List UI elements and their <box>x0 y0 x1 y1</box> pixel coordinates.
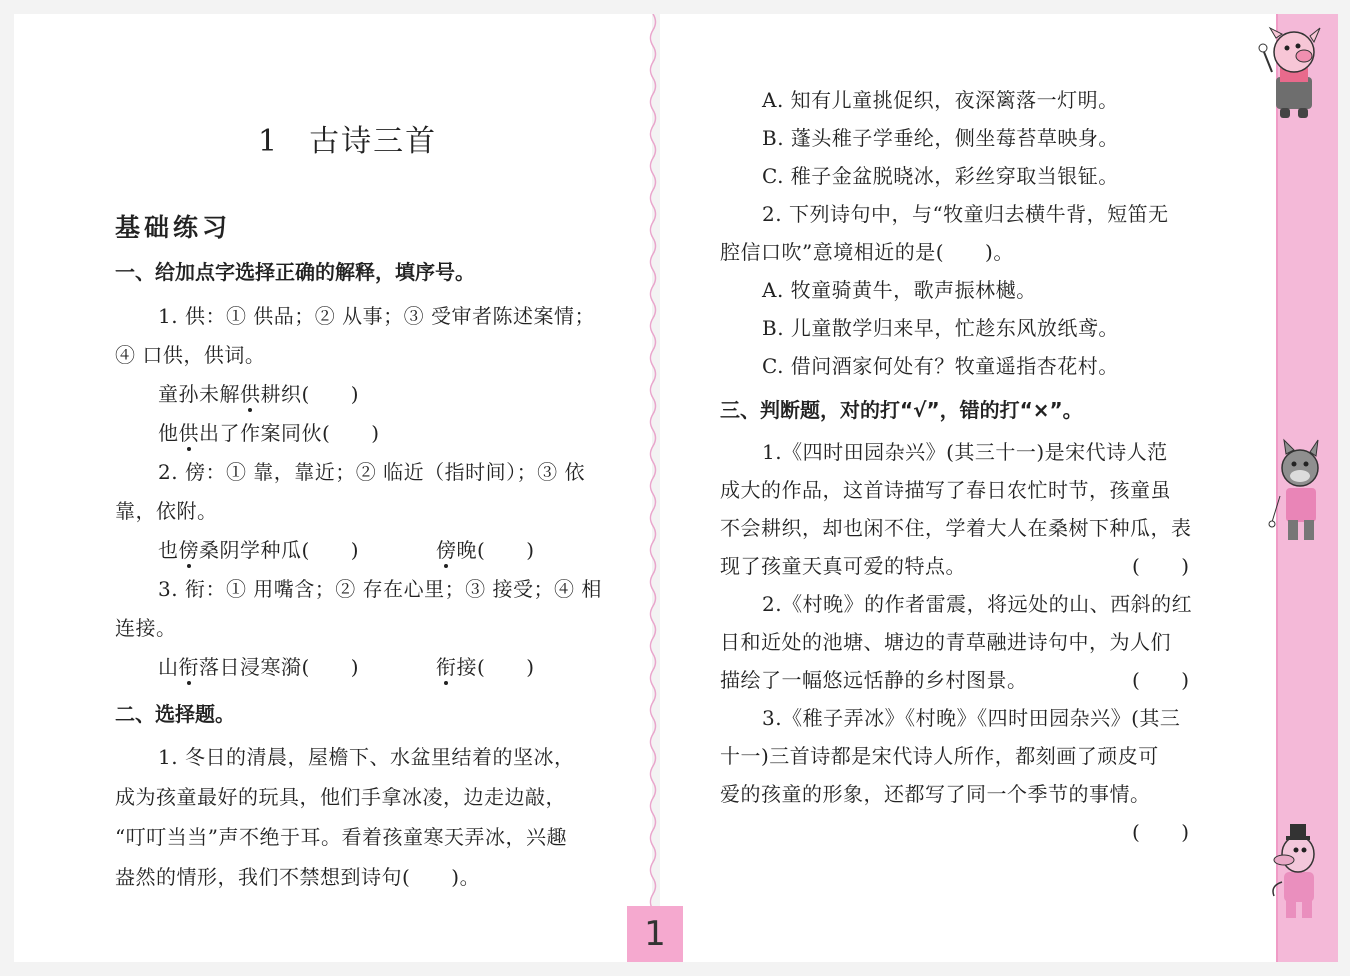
judge-q3-line-2: 十一)三首诗都是宋代诗人所作，都刻画了顽皮可 <box>720 744 1159 768</box>
answer-blank[interactable]: ( ) <box>1132 554 1190 578</box>
judge-q2-line-2: 日和近处的池塘、塘边的青草融进诗句中，为人们 <box>720 630 1171 654</box>
page-divider <box>646 14 660 914</box>
dotted-char: 傍 <box>436 538 457 562</box>
lesson-title <box>258 116 437 160</box>
wolf-mascot-icon <box>1262 438 1334 548</box>
judge-q3-line-3: 爱的孩童的形象，还都写了同一个季节的事情。 <box>720 782 1151 806</box>
text: 耕织( ) <box>260 382 360 406</box>
choice-q1-line-3: “叮叮当当”声不绝于耳。看着孩童寒天弄冰，兴趣 <box>115 825 567 849</box>
choice-q1-line-2: 成为孩童最好的玩具，他们手拿冰凌，边走边敲， <box>115 785 566 809</box>
option-2b: B. 儿童散学归来早，忙趁东风放纸鸢。 <box>762 316 1119 340</box>
text: 接( ) <box>456 655 535 679</box>
q2-item-b <box>436 536 535 564</box>
dotted-char: 供 <box>240 382 261 406</box>
dog-mascot-icon <box>1262 822 1336 922</box>
q2-line-1: 2. 傍：① 靠，靠近；② 临近（指时间）；③ 依 <box>158 460 586 484</box>
dotted-char: 衔 <box>436 655 457 679</box>
heading-part-one: 一、给加点字选择正确的解释，填序号。 <box>115 260 475 284</box>
answer-blank[interactable]: ( ) <box>1132 820 1190 844</box>
q2-line-2: 靠，依附。 <box>115 499 218 523</box>
choice-q1-line-1: 1. 冬日的清晨，屋檐下、水盆里结着的坚冰， <box>158 745 575 769</box>
q3-line-2: 连接。 <box>115 616 177 640</box>
q1-item-b <box>158 419 380 447</box>
choice-q2-line-2: 腔信口吹”意境相近的是( )。 <box>720 240 1014 264</box>
q1-line-2: ④ 口供，供词。 <box>115 343 266 367</box>
heading-part-three: 三、判断题，对的打“√”，错的打“×”。 <box>720 398 1083 422</box>
judge-q2-line-1: 2.《村晚》的作者雷震，将远处的山、西斜的红 <box>762 592 1193 616</box>
option-1b: B. 蓬头稚子学垂纶，侧坐莓苔草映身。 <box>762 126 1119 150</box>
text: 桑阴学种瓜( ) <box>199 538 360 562</box>
text: 童孙未解 <box>158 382 240 406</box>
judge-q3-line-1: 3.《稚子弄冰》《村晚》《四时田园杂兴》(其三 <box>762 706 1181 730</box>
answer-blank[interactable]: ( ) <box>1132 668 1190 692</box>
pig-mascot-icon <box>1252 22 1334 122</box>
option-2a: A. 牧童骑黄牛，歌声振林樾。 <box>762 278 1037 302</box>
text: 出了作案同伙( ) <box>199 421 380 445</box>
dotted-char: 供 <box>178 421 199 445</box>
section-title: 基础练习 <box>115 213 232 242</box>
option-1a: A. 知有儿童挑促织，夜深篱落一灯明。 <box>762 88 1119 112</box>
choice-q1-line-4: 盎然的情形，我们不禁想到诗句( )。 <box>115 865 481 889</box>
lesson-name: 古诗三首 <box>309 124 438 159</box>
dotted-char: 傍 <box>178 538 199 562</box>
option-2c: C. 借问酒家何处有？牧童遥指杏花村。 <box>762 354 1119 378</box>
judge-q1-line-4: 现了孩童天真可爱的特点。 <box>720 554 966 578</box>
text: 晚( ) <box>456 538 535 562</box>
judge-q1-line-3: 不会耕织，却也闲不住，学着大人在桑树下种瓜，表 <box>720 516 1192 540</box>
page-number: 1 <box>627 906 683 962</box>
text: 也 <box>158 538 179 562</box>
text: 他 <box>158 421 179 445</box>
heading-part-two: 二、选择题。 <box>115 702 235 726</box>
text: 落日浸寒漪( ) <box>199 655 360 679</box>
q1-line-1: 1. 供：① 供品；② 从事；③ 受审者陈述案情； <box>158 304 596 328</box>
judge-q1-line-1: 1.《四时田园杂兴》(其三十一)是宋代诗人范 <box>762 440 1168 464</box>
text: 山 <box>158 655 179 679</box>
dotted-char: 衔 <box>178 655 199 679</box>
judge-q1-line-2: 成大的作品，这首诗描写了春日农忙时节，孩童虽 <box>720 478 1171 502</box>
q3-line-1: 3. 衔：① 用嘴含；② 存在心里；③ 接受；④ 相 <box>158 577 602 601</box>
q1-item-a <box>158 380 359 408</box>
judge-q2-line-3: 描绘了一幅悠远恬静的乡村图景。 <box>720 668 1028 692</box>
q3-item-a <box>158 653 359 681</box>
choice-q2-line-1: 2. 下列诗句中，与“牧童归去横牛背，短笛无 <box>762 202 1169 226</box>
lesson-number: 1 <box>258 124 280 159</box>
q2-item-a <box>158 536 359 564</box>
q3-item-b <box>436 653 535 681</box>
option-1c: C. 稚子金盆脱晓冰，彩丝穿取当银钲。 <box>762 164 1119 188</box>
